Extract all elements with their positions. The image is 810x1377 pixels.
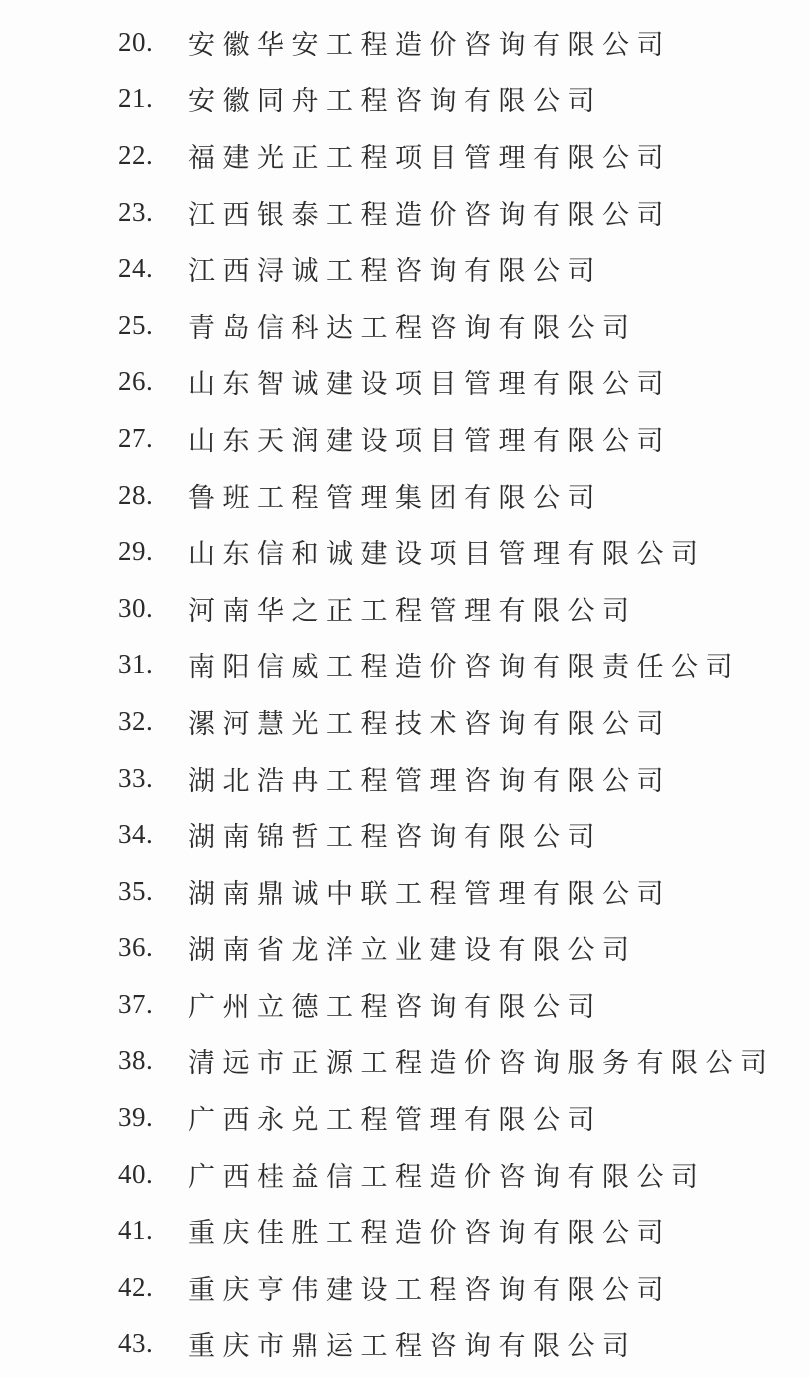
company-name: 安徽同舟工程咨询有限公司 bbox=[188, 86, 602, 118]
list-item bbox=[0, 467, 810, 524]
list-item bbox=[0, 1146, 810, 1203]
company-name: 南阳信威工程造价咨询有限责任公司 bbox=[188, 652, 740, 684]
company-name: 山东信和诚建设项目管理有限公司 bbox=[188, 539, 706, 571]
company-name: 重庆佳胜工程造价咨询有限公司 bbox=[188, 1218, 671, 1250]
item-number: 39. bbox=[118, 1102, 154, 1133]
item-number: 43. bbox=[118, 1328, 154, 1359]
item-number: 34. bbox=[118, 819, 154, 850]
item-number: 32. bbox=[118, 705, 154, 736]
list-item bbox=[0, 523, 810, 580]
list-item bbox=[0, 297, 810, 354]
company-name: 湖北浩冉工程管理咨询有限公司 bbox=[188, 765, 671, 797]
list-item bbox=[0, 806, 810, 863]
company-name: 广州立德工程咨询有限公司 bbox=[188, 991, 602, 1023]
item-number: 30. bbox=[118, 592, 154, 623]
item-number: 37. bbox=[118, 988, 154, 1019]
list-item bbox=[0, 1259, 810, 1316]
item-number: 25. bbox=[118, 309, 154, 340]
company-name: 江西银泰工程造价咨询有限公司 bbox=[188, 199, 671, 231]
item-number: 23. bbox=[118, 196, 154, 227]
item-number: 40. bbox=[118, 1158, 154, 1189]
company-name: 重庆市鼎运工程咨询有限公司 bbox=[188, 1331, 637, 1363]
company-name: 江西浔诚工程咨询有限公司 bbox=[188, 256, 602, 288]
company-name: 广西桂益信工程造价咨询有限公司 bbox=[188, 1161, 706, 1193]
company-name: 清远市正源工程造价咨询服务有限公司 bbox=[188, 1048, 775, 1080]
company-name: 湖南省龙洋立业建设有限公司 bbox=[188, 935, 637, 967]
company-name: 河南华之正工程管理有限公司 bbox=[188, 595, 637, 627]
item-number: 35. bbox=[118, 875, 154, 906]
company-name: 福建光正工程项目管理有限公司 bbox=[188, 142, 671, 174]
company-name: 漯河慧光工程技术咨询有限公司 bbox=[188, 708, 671, 740]
item-number: 31. bbox=[118, 649, 154, 680]
item-number: 26. bbox=[118, 366, 154, 397]
item-number: 41. bbox=[118, 1215, 154, 1246]
item-number: 33. bbox=[118, 762, 154, 793]
item-number: 20. bbox=[118, 26, 154, 57]
list-item bbox=[0, 1316, 810, 1373]
item-number: 27. bbox=[118, 422, 154, 453]
company-name: 湖南锦哲工程咨询有限公司 bbox=[188, 822, 602, 854]
list-item bbox=[0, 976, 810, 1033]
list-item bbox=[0, 863, 810, 920]
list-item bbox=[0, 1033, 810, 1090]
list-item bbox=[0, 71, 810, 128]
company-name: 广西永兑工程管理有限公司 bbox=[188, 1105, 602, 1137]
list-item bbox=[0, 240, 810, 297]
company-list bbox=[0, 14, 810, 1372]
list-item bbox=[0, 1089, 810, 1146]
item-number: 22. bbox=[118, 139, 154, 170]
company-name: 湖南鼎诚中联工程管理有限公司 bbox=[188, 878, 671, 910]
list-item bbox=[0, 1202, 810, 1259]
list-item bbox=[0, 127, 810, 184]
list-item bbox=[0, 410, 810, 467]
company-name: 山东天润建设项目管理有限公司 bbox=[188, 425, 671, 457]
company-name: 青岛信科达工程咨询有限公司 bbox=[188, 312, 637, 344]
list-item bbox=[0, 184, 810, 241]
company-name: 重庆亨伟建设工程咨询有限公司 bbox=[188, 1274, 671, 1306]
list-item bbox=[0, 14, 810, 71]
list-item bbox=[0, 750, 810, 807]
company-name: 山东智诚建设项目管理有限公司 bbox=[188, 369, 671, 401]
item-number: 29. bbox=[118, 536, 154, 567]
list-item bbox=[0, 354, 810, 411]
list-item bbox=[0, 920, 810, 977]
item-number: 38. bbox=[118, 1045, 154, 1076]
item-number: 24. bbox=[118, 253, 154, 284]
item-number: 36. bbox=[118, 932, 154, 963]
list-item bbox=[0, 637, 810, 694]
item-number: 21. bbox=[118, 83, 154, 114]
company-name: 鲁班工程管理集团有限公司 bbox=[188, 482, 602, 514]
list-item bbox=[0, 693, 810, 750]
company-name: 安徽华安工程造价咨询有限公司 bbox=[188, 29, 671, 61]
item-number: 42. bbox=[118, 1271, 154, 1302]
item-number: 28. bbox=[118, 479, 154, 510]
list-item bbox=[0, 580, 810, 637]
